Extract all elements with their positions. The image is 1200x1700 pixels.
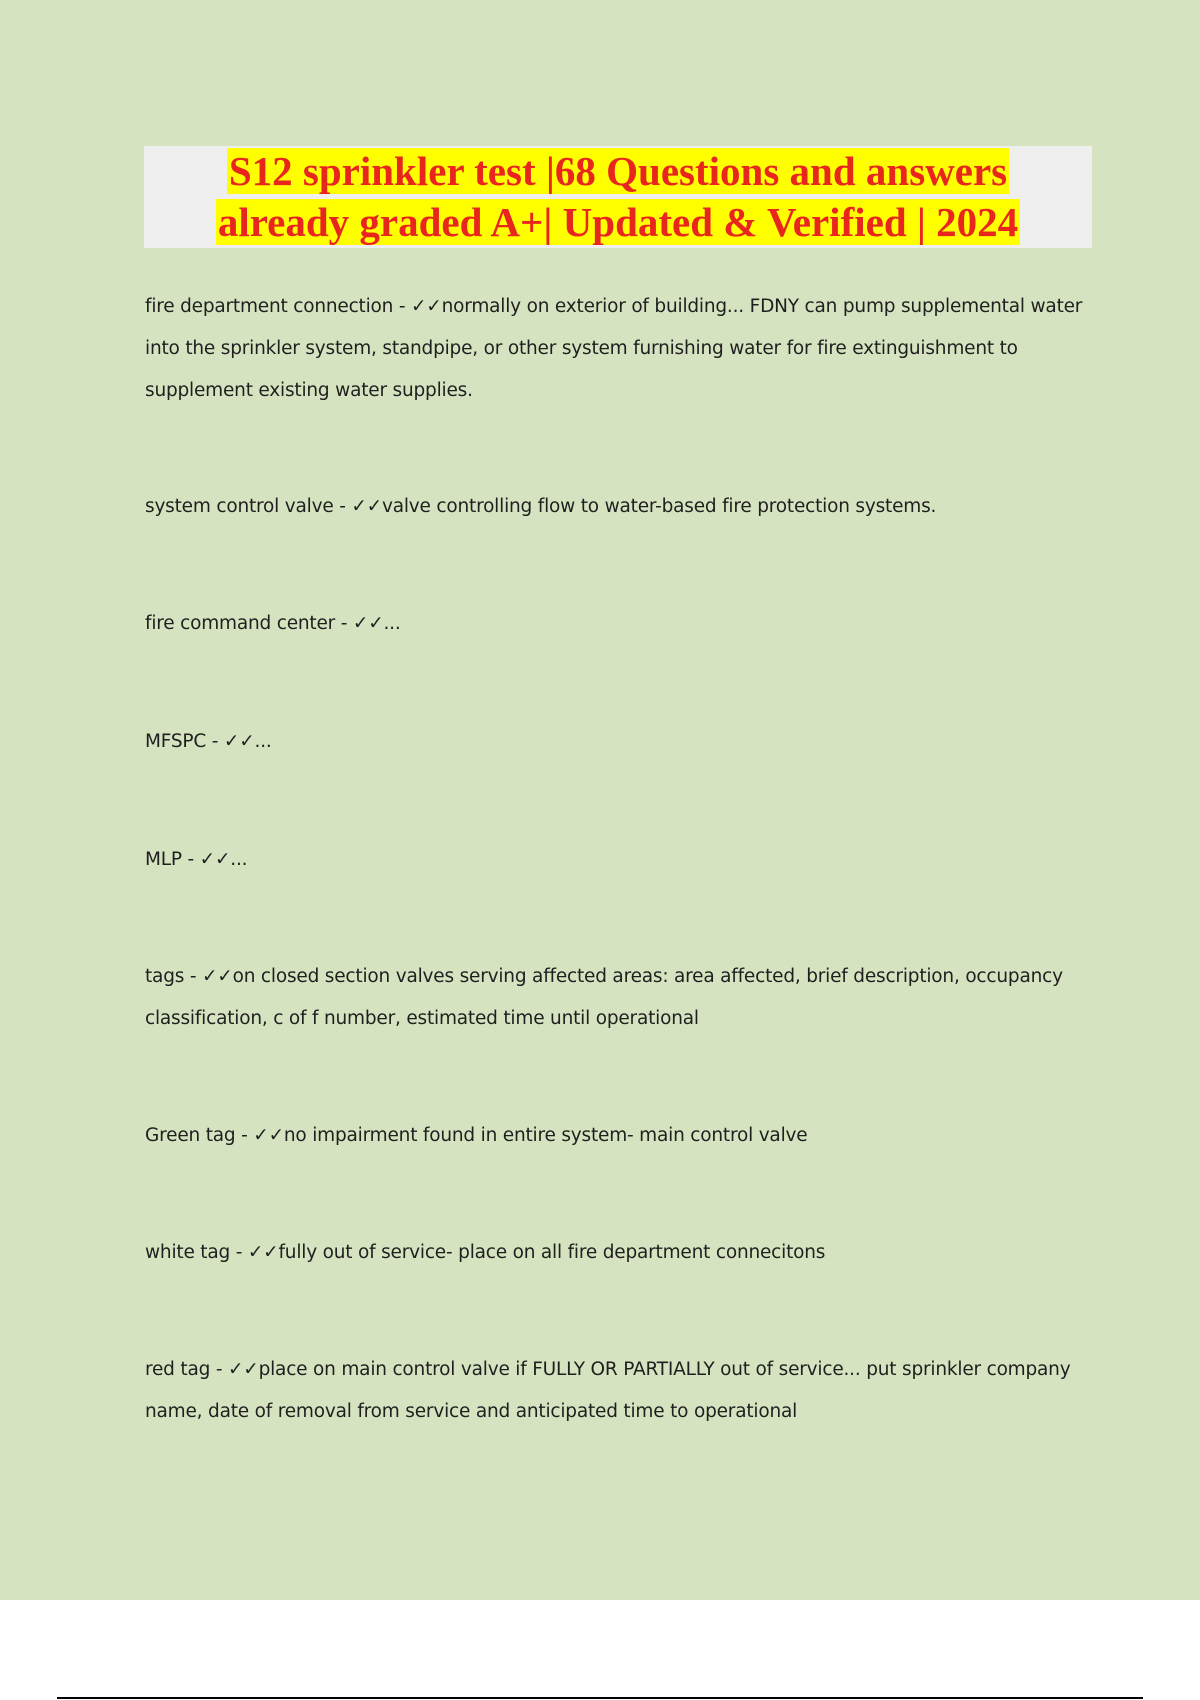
qa-entry-tags: [145, 956, 1105, 1040]
entry-text-line: MLP - ✓✓...: [145, 849, 248, 870]
entry-text-line: supplement existing water supplies.: [145, 380, 473, 401]
entry-text-line: system control valve - ✓✓valve controlling flow to water-based fire protection systems.: [145, 496, 937, 517]
title-line: [227, 146, 1009, 197]
entry-text-line: tags - ✓✓on closed section valves serving affected areas: area affected, brief description, occupancy: [145, 966, 1063, 987]
footer-rule: [57, 1697, 1143, 1699]
qa-entry-fire-department-connection: [145, 286, 1105, 412]
entry-text-line: white tag - ✓✓fully out of service- place on all fire department connecitons: [145, 1242, 826, 1263]
qa-entry-mfspc: [145, 721, 1105, 763]
title-line: [216, 197, 1020, 248]
qa-entry-white-tag: [145, 1232, 1105, 1274]
qa-entry-green-tag: [145, 1115, 1105, 1157]
title-line-2: already graded A+| Updated & Verified | 2024: [217, 199, 1019, 245]
entry-text-line: into the sprinkler system, standpipe, or other system furnishing water for fire extinguishment to: [145, 338, 1018, 359]
qa-entry-red-tag: [145, 1349, 1105, 1433]
qa-list: [145, 286, 1105, 1433]
entry-text-line: red tag - ✓✓place on main control valve if FULLY OR PARTIALLY out of service... put sprinkler company: [145, 1359, 1071, 1380]
qa-entry-system-control-valve: [145, 486, 1105, 528]
entry-text-line: MFSPC - ✓✓...: [145, 731, 272, 752]
entry-text-line: classification, c of f number, estimated time until operational: [145, 1008, 699, 1029]
title-line-1: S12 sprinkler test |68 Questions and answers: [228, 148, 1008, 194]
qa-entry-mlp: [145, 839, 1105, 881]
qa-entry-fire-command-center: [145, 603, 1105, 645]
document-title: [144, 146, 1092, 248]
entry-text-line: fire command center - ✓✓...: [145, 613, 401, 634]
entry-text-line: fire department connection - ✓✓normally on exterior of building... FDNY can pump supplemental water: [145, 296, 1083, 317]
entry-text-line: name, date of removal from service and anticipated time to operational: [145, 1401, 798, 1422]
entry-text-line: Green tag - ✓✓no impairment found in entire system- main control valve: [145, 1125, 808, 1146]
